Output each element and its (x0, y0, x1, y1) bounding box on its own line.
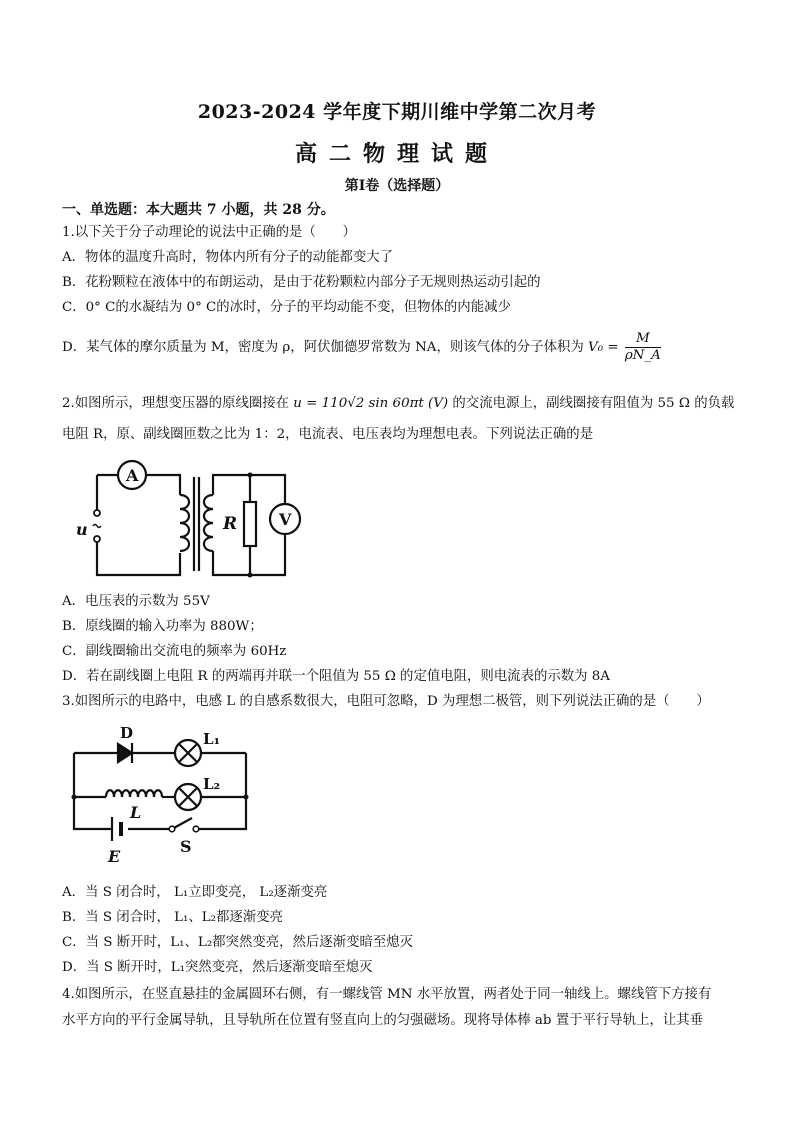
q3-option-c: C．当 S 断开时，L₁、L₂都突然变亮，然后逐渐变暗至熄灭 (62, 935, 414, 950)
q1-formula-fraction (625, 331, 661, 364)
resistor-label: R (223, 514, 238, 534)
q2-line1-a: 2.如图所示，理想变压器的原线圈接在 (62, 396, 290, 411)
q4-line2: 水平方向的平行金属导轨，且导轨所在位置有竖直向上的匀强磁场。现将导体棒 ab 置于平行导轨上，让其垂 (62, 1013, 704, 1028)
transformer-circuit-figure (70, 455, 310, 585)
q2-line1 (62, 395, 734, 413)
diode-label: D (120, 724, 134, 742)
q2-line1-b: 的交流电源上，副线圈接有阻值为 55 Ω 的负载 (452, 396, 735, 411)
exam-title: 2023-2024 学年度下期川维中学第二次月考 (197, 101, 597, 123)
q3-option-d: D．当 S 断开时，L₁突然变亮，然后逐渐变暗至熄灭 (62, 960, 373, 975)
q1-formula-lhs: V₀ = (588, 340, 619, 355)
q3-option-a: A．当 S 闭合时， L₁立即变亮， L₂逐渐变亮 (62, 885, 328, 900)
q1-option-d (62, 330, 661, 366)
battery-label: E (108, 847, 121, 866)
exam-subtitle: 高二物理试题 (294, 141, 499, 167)
q1-option-c: C．0° C的水凝结为 0° C的冰时，分子的平均动能不变，但物体的内能减少 (62, 300, 511, 315)
q4-line1: 4.如图所示，在竖直悬挂的金属圆环右侧，有一螺线管 MN 水平放置，两者处于同一轴线上。螺线管下方接有 (62, 987, 712, 1002)
q2-formula: u = 110√2 sin 60πt (V) (293, 396, 449, 411)
section-heading: 一、单选题：本大题共 7 小题，共 28 分。 (62, 202, 335, 218)
q2-option-a: A．电压表的示数为 55V (62, 594, 210, 609)
volume-label: 第Ⅰ卷（选择题） (344, 178, 450, 194)
q1-formula-den: ρN_A (624, 348, 661, 363)
q2-line2: 电阻 R，原、副线圈匝数之比为 1：2，电流表、电压表均为理想电表。下列说法正确的是 (62, 427, 594, 442)
q1-option-b: B．花粉颗粒在液体中的布朗运动，是由于花粉颗粒内部分子无规则热运动引起的 (62, 275, 541, 290)
q2-option-d: D．若在副线圈上电阻 R 的两端再并联一个阻值为 55 Ω 的定值电阻，则电流表的示数为 8A (62, 669, 610, 684)
lamp1-label: L₁ (203, 730, 221, 748)
inductor-label: L (130, 803, 142, 822)
q3-stem: 3.如图所示的电路中，电感 L 的自感系数很大，电阻可忽略，D 为理想二极管，则下列说法正确的是（ ） (62, 694, 710, 709)
inductor-circuit-figure (66, 722, 256, 872)
q1-option-a: A．物体的温度升高时，物体内所有分子的动能都变大了 (62, 250, 394, 265)
q1-stem: 1.以下关于分子动理论的说法中正确的是（ ） (62, 225, 356, 240)
q3-option-b: B．当 S 闭合时， L₁、L₂都逐渐变亮 (62, 910, 283, 925)
lamp2-label: L₂ (203, 775, 221, 793)
source-label: u (76, 520, 88, 539)
q2-option-b: B．原线圈的输入功率为 880W； (62, 619, 263, 634)
ammeter-label: A (126, 466, 139, 485)
q1-formula-num: M (625, 331, 661, 348)
switch-label: S (180, 837, 192, 856)
voltmeter-label: V (279, 510, 292, 529)
q1-option-d-text: D．某气体的摩尔质量为 M，密度为 ρ，阿伏伽德罗常数为 NA，则该气体的分子体积为 (62, 340, 584, 355)
q2-option-c: C．副线圈输出交流电的频率为 60Hz (62, 644, 287, 659)
